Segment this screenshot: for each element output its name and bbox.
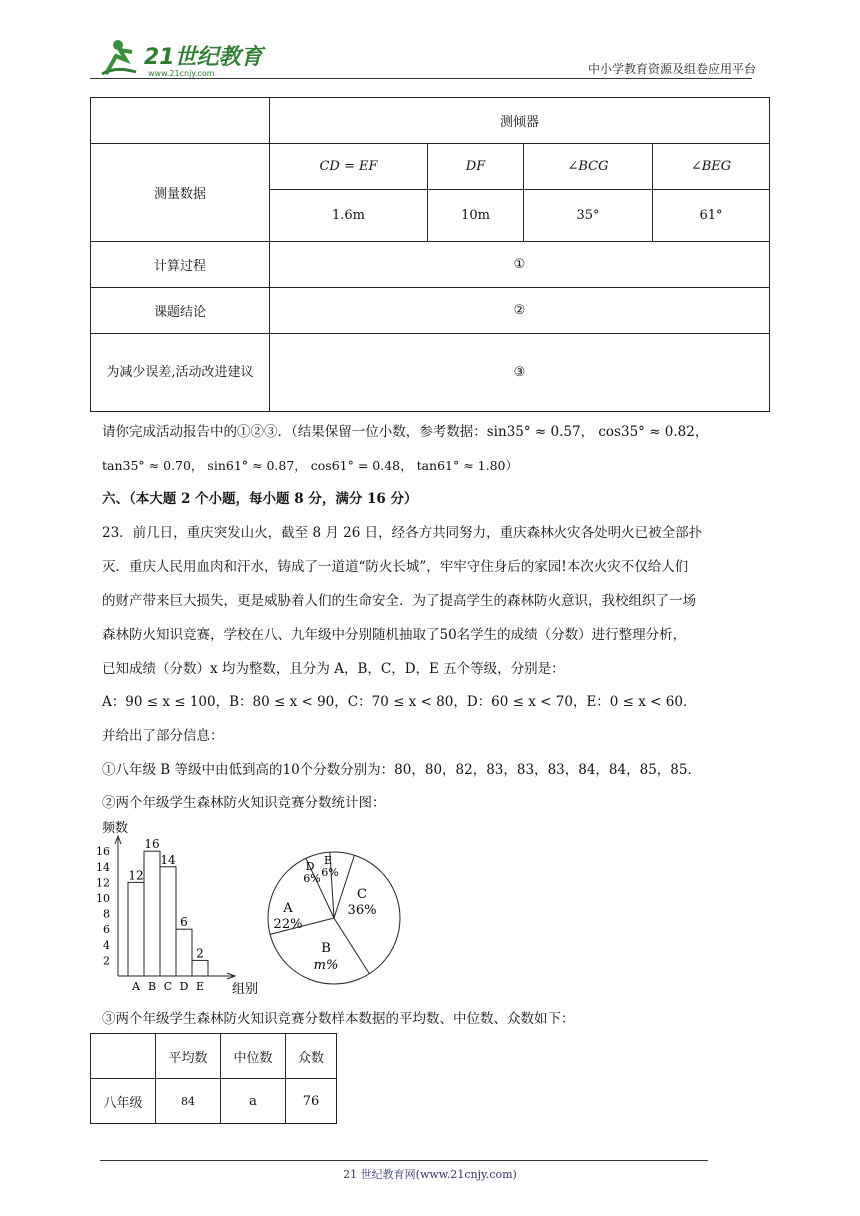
col-beg: ∠BEG (653, 144, 770, 190)
charts-svg (90, 816, 440, 1001)
bar (160, 867, 176, 976)
info-3: ③两个年级学生森林防火知识竞赛分数样本数据的平均数、中位数、众数如下： (102, 1011, 575, 1027)
bar-value-label: 2 (196, 946, 204, 961)
q23-line-2: 灭．重庆人民用血肉和汗水，铸成了一道道“防火长城”，牢牢守住身后的家园!本次火灾不仅给人们 (102, 559, 689, 575)
svg-text:21世纪教育: 21世纪教育 (144, 45, 263, 70)
row-improve-val: ③ (270, 334, 770, 412)
x-tick-label: A (132, 980, 140, 993)
row-conclusion-val: ② (270, 288, 770, 334)
row-label-grade8: 八年级 (91, 1079, 156, 1124)
col-bcg: ∠BCG (524, 144, 653, 190)
y-tick-label: 10 (96, 892, 110, 905)
y-tick-label: 8 (103, 907, 110, 921)
x-tick-label: C (163, 980, 173, 993)
h-mean: 平均数 (156, 1034, 221, 1079)
pie-label: E (323, 854, 333, 867)
q23-line-3: 的财产带来巨大损失，更是威胁着人们的生命安全．为了提高学生的森林防火意识，我校组织了一场 (102, 593, 696, 609)
h-mode: 众数 (286, 1034, 337, 1079)
bar (128, 882, 144, 976)
svg-text:www.21cnjy.com: www.21cnjy.com (148, 69, 215, 78)
bar-value-label: 14 (160, 852, 176, 867)
info-1: ①八年级 B 等级中由低到高的10个分数分别为：80，80，82，83，83，83，84，84，85，85． (102, 762, 701, 778)
bar-value-label: 16 (144, 837, 160, 852)
q23-line-4: 森林防火知识竞赛，学校在八、九年级中分别随机抽取了50名学生的成绩（分数）进行整理分析， (102, 627, 687, 643)
val-beg: 61° (653, 190, 770, 242)
row-label-data: 测量数据 (91, 144, 270, 242)
y-tick-label: 12 (96, 876, 110, 890)
y-tick-label: 2 (103, 954, 110, 968)
bar (176, 929, 192, 976)
pie-label: D (305, 860, 315, 873)
stat-empty (91, 1034, 156, 1079)
footer-divider (100, 1160, 708, 1161)
pie-chart (268, 852, 400, 984)
val-df: 10m (428, 190, 524, 242)
text-line-1: 请你完成活动报告中的①②③．（结果保留一位小数，参考数据：sin35° ≈ 0.57， cos35° ≈ 0.82， (102, 424, 709, 440)
h-median: 中位数 (221, 1034, 286, 1079)
empty-cell (91, 98, 270, 144)
site-logo (96, 36, 266, 80)
pie-value-label: 36% (347, 903, 377, 918)
col-df: DF (428, 144, 524, 190)
y-tick-label: 4 (103, 938, 110, 952)
pie-label: C (357, 887, 367, 902)
q23-line-1: 23．前几日，重庆突发山火，截至 8 月 26 日，经各方共同努力，重庆森林火灾各处明火已被全部扑 (102, 525, 703, 541)
bar-value-label: 6 (180, 915, 188, 930)
mode-value: 76 (286, 1079, 337, 1124)
row-conclusion: 课题结论 (91, 288, 270, 334)
pie-value-label: m% (313, 958, 339, 973)
pie-label: B (321, 941, 331, 956)
col-cd-ef: CD = EF (270, 144, 428, 190)
row-improve: 为减少误差,活动改进建议 (91, 334, 270, 412)
text-line-2: tan35° ≈ 0.70， sin61° ≈ 0.87， cos61° = 0.48， tan61° ≈ 1.80） (102, 458, 519, 473)
header-divider (90, 78, 752, 79)
activity-report-table (90, 97, 770, 412)
y-tick-label: 6 (103, 923, 110, 937)
row-calc-val: ① (270, 242, 770, 288)
pie-value-label: 22% (273, 917, 303, 932)
x-tick-label: B (147, 980, 157, 993)
y-tick-label: 16 (96, 845, 110, 859)
footer-text: 21 世纪教育网(www.21cnjy.com) (343, 1168, 517, 1181)
val-cd-ef: 1.6m (270, 190, 428, 242)
x-tick-label: D (179, 980, 189, 993)
bar-value-label: 12 (128, 868, 144, 883)
mean-value: 84 (156, 1079, 221, 1124)
q23-line-5: 已知成绩（分数）x 均为整数，且分为 A，B，C，D，E 五个等级，分别是： (102, 661, 565, 677)
y-axis-label: 频数 (102, 821, 129, 836)
x-tick-label: E (195, 980, 205, 993)
y-tick-label: 14 (96, 860, 110, 874)
tool-header: 测倾器 (270, 98, 770, 144)
x-axis-label: 组别 (232, 982, 259, 997)
median-value: a (221, 1079, 286, 1124)
partial-info: 并给出了部分信息： (102, 728, 224, 744)
info-2: ②两个年级学生森林防火知识竞赛分数统计图： (102, 795, 386, 811)
stat-table (90, 1033, 337, 1124)
grade-ranges: A：90 ≤ x ≤ 100，B：80 ≤ x < 90，C：70 ≤ x < 80，D：60 ≤ x < 70，E：0 ≤ x < 60． (102, 694, 697, 710)
bar-chart (96, 820, 258, 997)
bar (144, 851, 160, 976)
pie-value-label: 6% (321, 866, 339, 879)
row-calc: 计算过程 (91, 242, 270, 288)
bar (192, 960, 208, 976)
section-title: 六、（本大题 2 个小题，每小题 8 分，满分 16 分） (102, 491, 418, 507)
val-bcg: 35° (524, 190, 653, 242)
pie-value-label: 6% (303, 872, 321, 885)
platform-title: 中小学教育资源及组卷应用平台 (587, 62, 756, 76)
pie-label: A (283, 901, 293, 916)
